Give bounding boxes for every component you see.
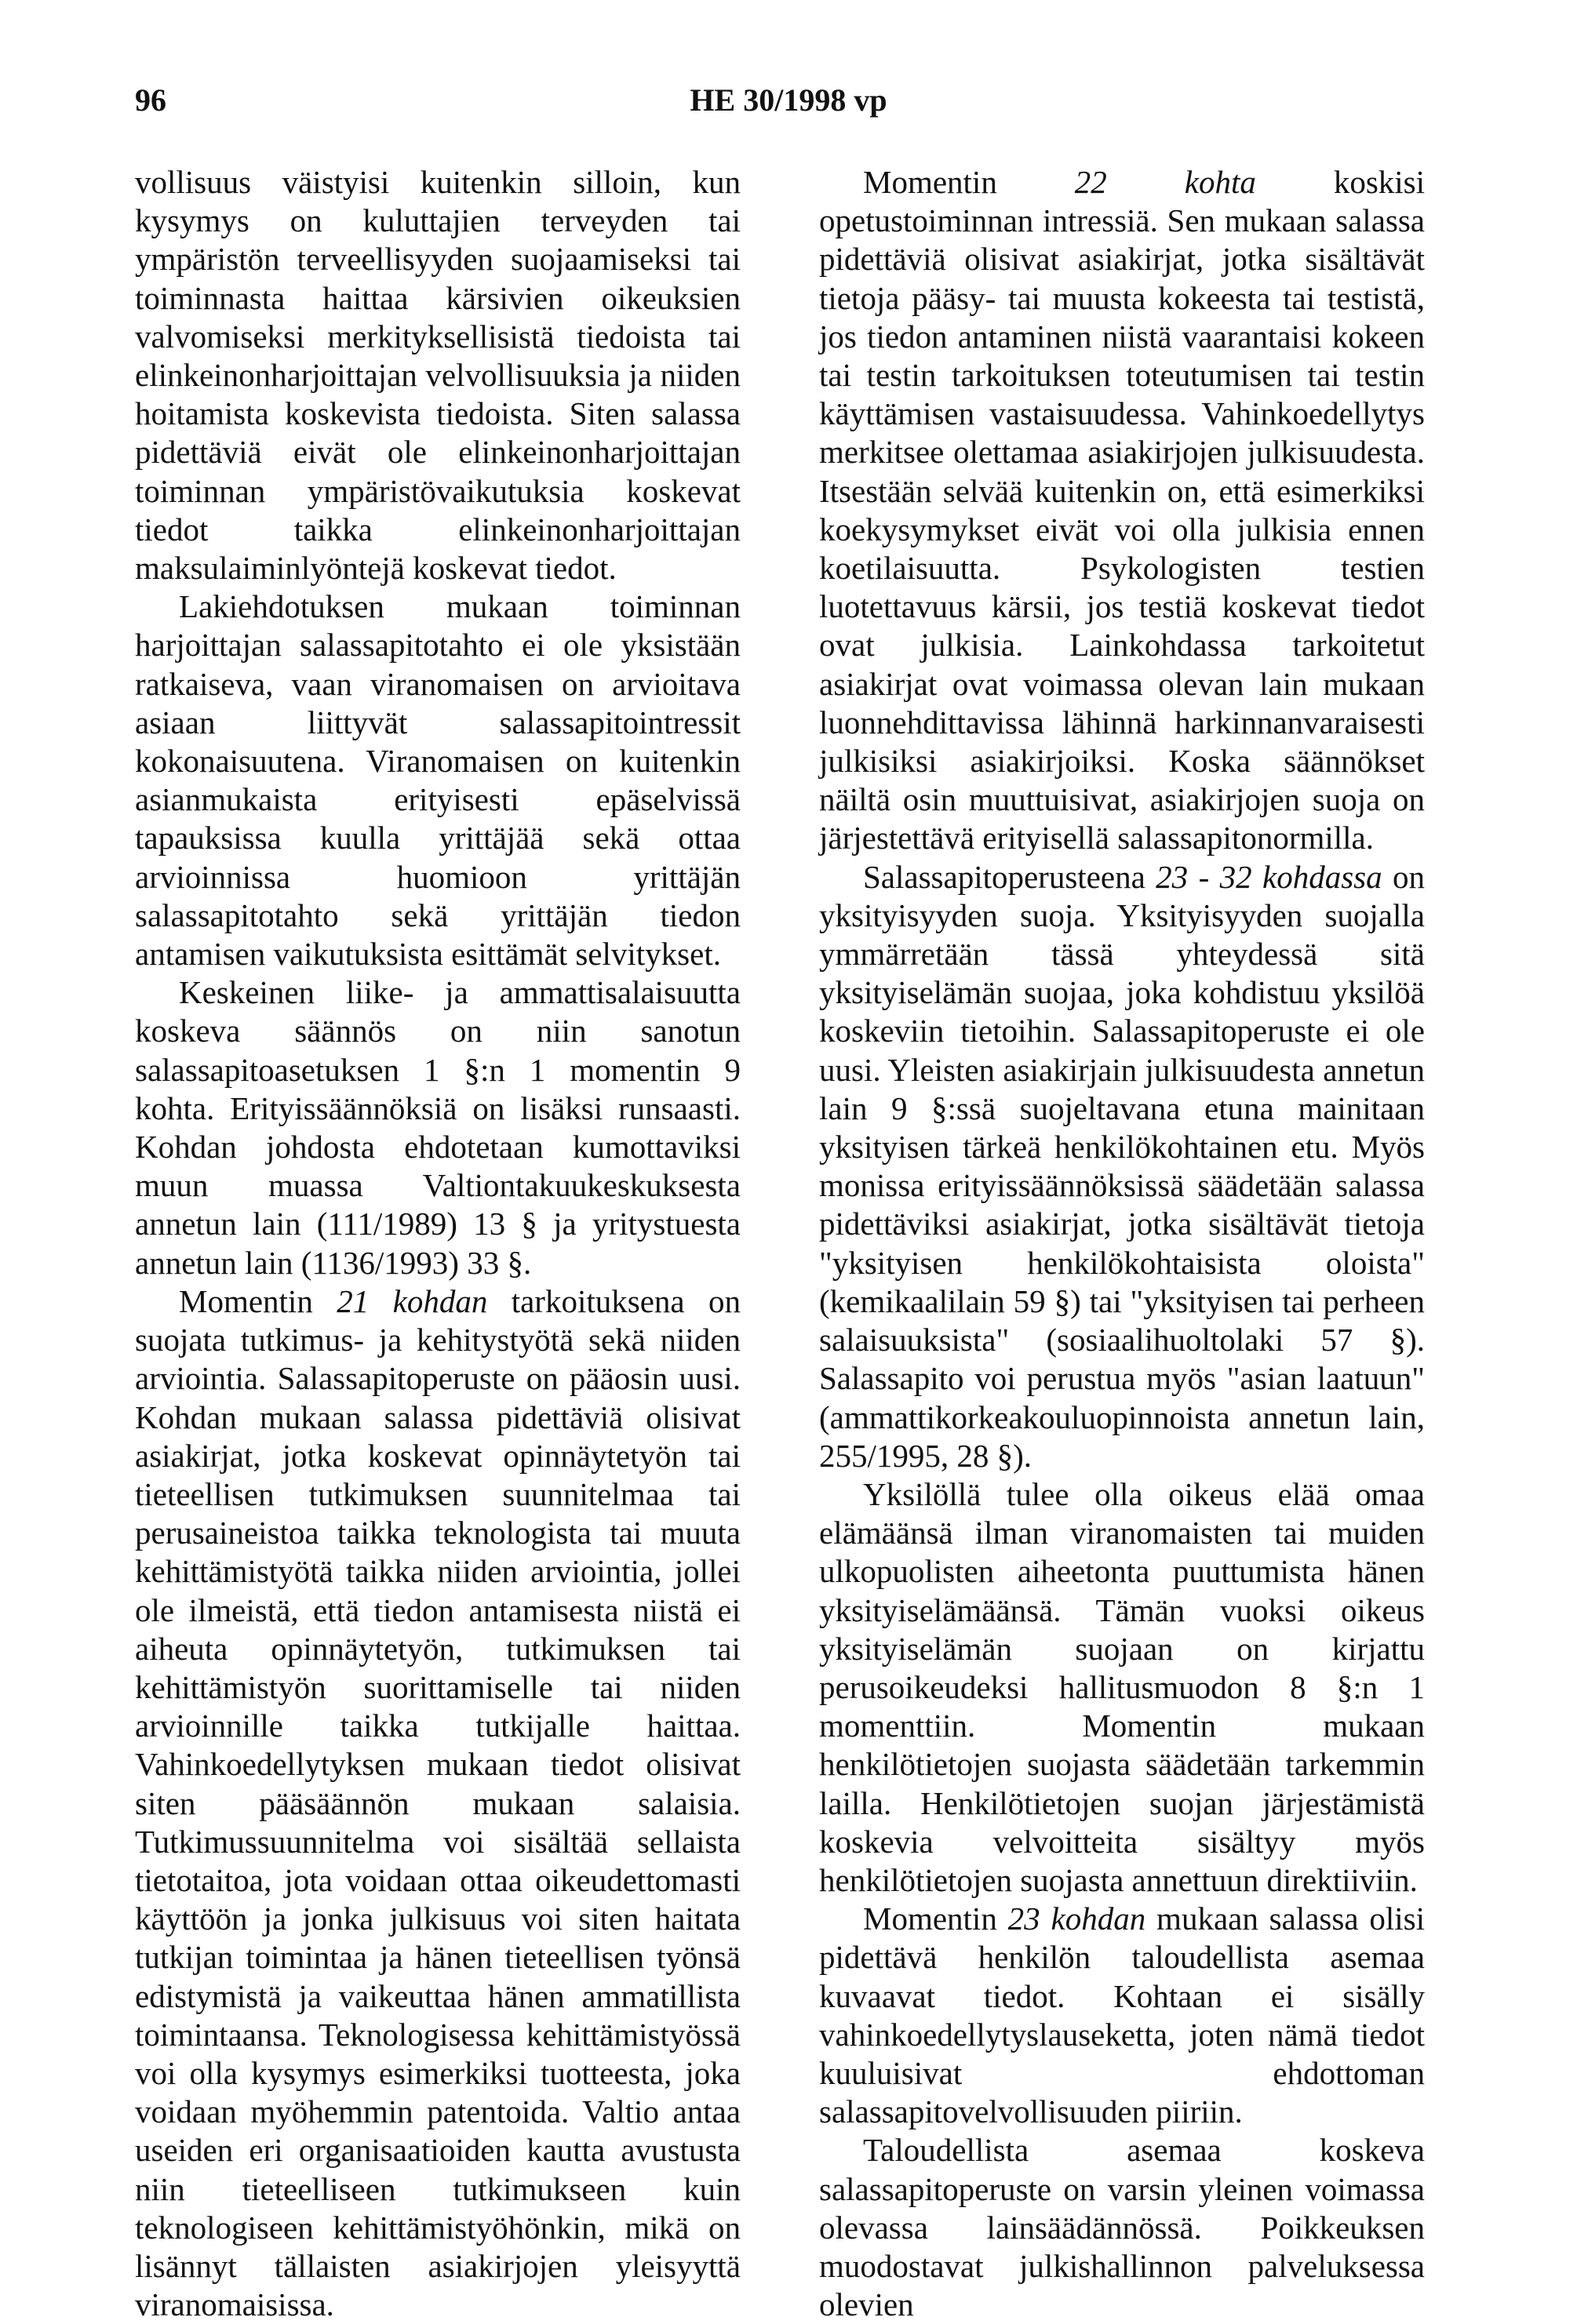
paragraph: Yksilöllä tulee olla oikeus elää omaa elämäänsä ilman viranomaisten tai muiden ulkopuolisten aiheetonta puuttumista hänen yksityiselämäänsä. Tämän vuoksi oikeus yksityiselämän suojaan on kirjattu perusoikeudeksi hallitusmuodon 8 §:n 1 momenttiin. Momentin mukaan henkilötietojen suojasta säädetään tarkemmin lailla. Henkilötietojen suojan järjestämistä koskevia velvoitteita sisältyy myös henkilötietojen suojasta annettuun direktiiviin. bbox=[819, 1475, 1425, 1898]
emphasis: 22 kohta bbox=[1074, 164, 1256, 200]
paragraph-text: Salassapitoperusteena bbox=[863, 858, 1156, 895]
emphasis: 23 kohdan bbox=[1007, 1900, 1146, 1937]
paragraph-text: Momentin bbox=[863, 1900, 1008, 1937]
paragraph: Keskeinen liike- ja ammattisalaisuutta koskeva säännös on niin sanotun salassapitoasetuksen 1 §:n 1 momentin 9 kohta. Erityissäännöksiä on lisäksi runsaasti. Kohdan johdosta ehdotetaan kumottaviksi muun muassa Valtiontakuukeskuksesta annetun lain (111/1989) 13 § ja yritystuesta annetun lain (1136/1993) 33 §. bbox=[135, 974, 741, 1281]
page-header bbox=[0, 82, 1577, 129]
paragraph bbox=[819, 163, 1425, 858]
paragraph-text: mukaan salassa olisi pidettävä henkilön taloudellista asemaa kuvaavat tiedot. Kohtaan ei sisälly vahinkoedellytyslauseketta, joten nämä tiedot kuuluisivat ehdottoman salassapitovelvollisuuden piiriin. bbox=[819, 1900, 1425, 2130]
emphasis: 23 - 32 kohdassa bbox=[1156, 858, 1382, 895]
emphasis: 21 kohdan bbox=[337, 1282, 488, 1319]
paragraph-text: koskisi opetustoiminnan intressiä. Sen mukaan salassa pidettäviä olisivat asiakirjat, jotka sisältävät tietoja pääsy- tai muusta kokeesta tai testistä, jos tiedon antaminen niistä vaarantaisi kokeen tai testin tarkoituksen toteutumisen tai testin käyttämisen vastaisuudessa. Vahinkoedellytys merkitsee olettamaa asiakirjojen julkisuudesta. Itsestään selvää kuitenkin on, että esimerkiksi koekysymykset eivät voi olla julkisia ennen koetilaisuutta. Psykologisten testien luotettavuus kärsii, jos testiä koskevat tiedot ovat julkisia. Lainkohdassa tarkoitetut asiakirjat ovat voimassa olevan lain mukaan luonnehdittavissa lähinnä harkinnanvaraisesti julkisiksi asiakirjoiksi. Koska säännökset näiltä osin muuttuisivat, asiakirjojen suoja on järjestettävä erityisellä salassapitonormilla. bbox=[819, 164, 1426, 856]
paragraph bbox=[819, 858, 1425, 1475]
paragraph-text: Momentin bbox=[863, 164, 1075, 200]
paragraph bbox=[819, 1900, 1425, 2131]
page-number: 96 bbox=[135, 82, 166, 118]
paragraph: Taloudellista asemaa koskeva salassapitoperuste on varsin yleinen voimassa olevassa lainsäädännössä. Poikkeuksen muodostavat julkishallinnon palveluksessa olevien bbox=[819, 2132, 1425, 2323]
paragraph: Lakiehdotuksen mukaan toiminnan harjoittajan salassapitotahto ei ole yksistään ratkaiseva, vaan viranomaisen on arvioitava asiaan liittyvät salassapitointressit kokonaisuutena. Viranomaisen on kuitenkin asianmukaista erityisesti epäselvissä tapauksissa kuulla yrittäjää sekä ottaa arvioinnissa huomioon yrittäjän salassapitotahto sekä yrittäjän tiedon antamisen vaikutuksista esittämät selvitykset. bbox=[135, 588, 741, 973]
document-id: HE 30/1998 vp bbox=[690, 82, 887, 118]
paragraph bbox=[135, 1282, 741, 2324]
left-column bbox=[135, 163, 741, 2324]
paragraph-text: Momentin bbox=[179, 1282, 337, 1319]
paragraph-text: on yksityisyyden suoja. Yksityisyyden suojalla ymmärretään tässä yhteydessä sitä yksityiselämän suojaa, joka kohdistuu yksilöä koskeviin tietoihin. Salassapitoperuste ei ole uusi. Yleisten asiakirjain julkisuudesta annetun lain 9 §:ssä suojeltavana etuna mainitaan yksityisen tärkeä henkilökohtainen etu. Myös monissa erityissäännöksissä säädetään salassa pidettäviksi asiakirjat, jotka sisältävät tietoja "yksityisen henkilökohtaisista oloista" (kemikaalilain 59 §) tai "yksityisen tai perheen salaisuuksista" (sosiaalihuoltolaki 57 §). Salassapito voi perustua myös "asian laatuun" (ammattikorkeakouluopinnoista annetun lain, 255/1995, 28 §). bbox=[819, 858, 1425, 1474]
paragraph: vollisuus väistyisi kuitenkin silloin, kun kysymys on kuluttajien terveyden tai ympäristön terveellisyyden suojaamiseksi tai toiminnasta haittaa kärsivien oikeuksien valvomiseksi merkityksellisistä tiedoista tai elinkeinonharjoittajan velvollisuuksia ja niiden hoitamista koskevista tiedoista. Siten salassa pidettäviä eivät ole elinkeinonharjoittajan toiminnan ympäristövaikutuksia koskevat tiedot taikka elinkeinonharjoittajan maksulaiminlyöntejä koskevat tiedot. bbox=[135, 164, 741, 587]
paragraph-text: tarkoituksena on suojata tutkimus- ja kehitystyötä sekä niiden arviointia. Salassapitoperuste on pääosin uusi. Kohdan mukaan salassa pidettäviä olisivat asiakirjat, jotka koskevat opinnäytetyön tai tieteellisen tutkimuksen suunnitelmaa tai perusaineistoa taikka teknologista tai muuta kehittämistyötä taikka niiden arviointia, jollei ole ilmeistä, että tiedon antamisesta niistä ei aiheuta opinnäytetyön, tutkimuksen tai kehittämistyön suorittamiselle tai niiden arvioinnille taikka tutkijalle haittaa. Vahinkoedellytyksen mukaan tiedot olisivat siten pääsäännön mukaan salaisia. Tutkimussuunnitelma voi sisältää sellaista tietotaitoa, jota voidaan ottaa oikeudettomasti käyttöön ja jonka julkisuus voi siten haitata tutkijan toimintaa ja hänen tieteellisen työnsä edistymistä ja vaikeuttaa hänen ammatillista toimintaansa. Teknologisessa kehittämistyössä voi olla kysymys esimerkiksi tuotteesta, joka voidaan myöhemmin patentoida. Valtio antaa useiden eri organisaatioiden kautta avustusta niin tieteelliseen tutkimukseen kuin teknologiseen kehittämistyöhönkin, mikä on lisännyt tällaisten asiakirjojen yleisyyttä viranomaisissa. bbox=[135, 1282, 741, 2323]
right-column bbox=[819, 163, 1425, 2324]
